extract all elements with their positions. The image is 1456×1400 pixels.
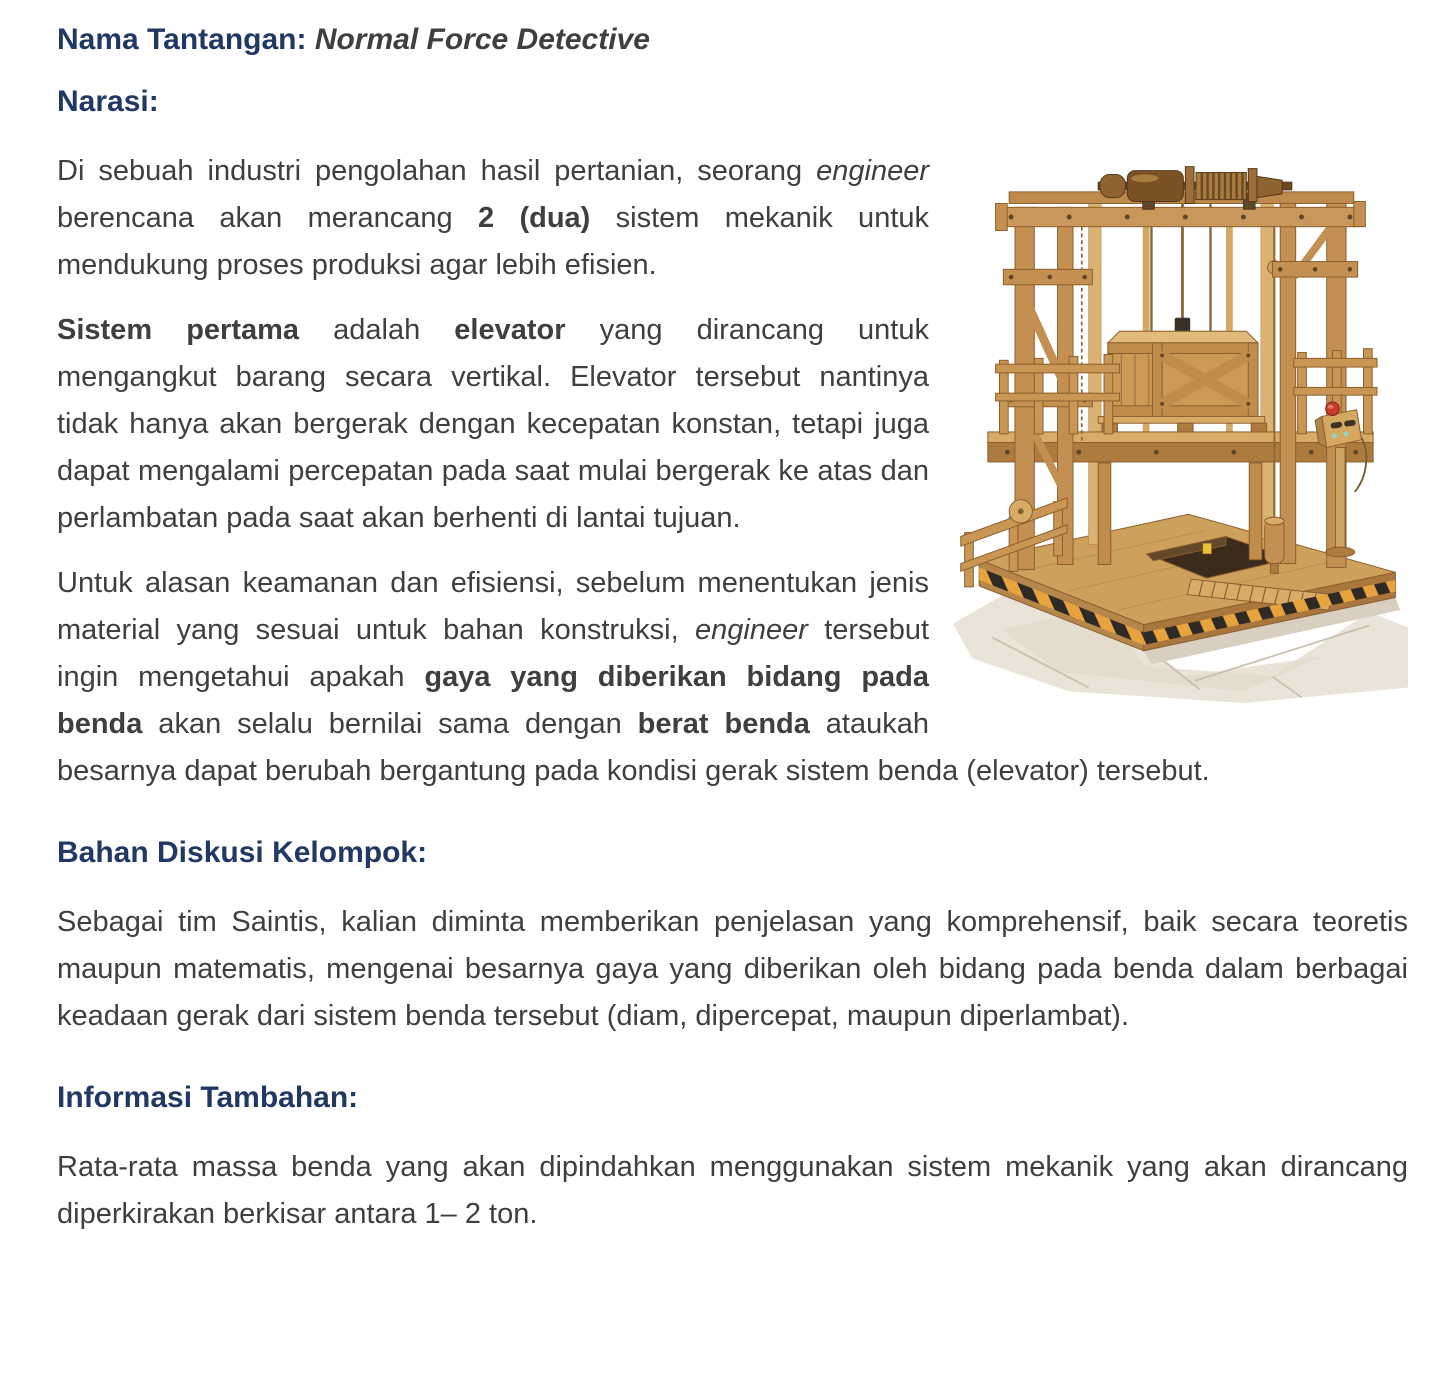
paragraph-sistem-pertama: Sistem pertama adalah elevator yang dirancang untuk mengangkut barang secara vertikal. Elevator tersebut nantinya tidak hanya akan bergerak dengan kecepatan konstan, tetapi juga dapat mengalami percepatan pada saat mulai bergerak ke atas dan perlambatan pada saat akan berhenti di lantai tujuan. [57, 314, 929, 534]
paragraph-untuk-alasan: Untuk alasan keamanan dan efisiensi, sebelum menentukan jenis material yang sesuai untuk bahan konstruksi, engineer tersebut ingin mengetahui apakah gaya yang diberikan bidang pada benda akan selalu bernilai sama dengan berat benda ataukah besarnya dapat berubah bergantung pada kondisi gerak sistem benda (elevator) tersebut. [57, 567, 1210, 787]
paragraph-sebagai-tim: Sebagai tim Saintis, kalian diminta memberikan penjelasan yang komprehensif, baik secara teoretis maupun matematis, mengenai besarnya gaya yang diberikan oleh bidang pada benda dalam berbagai keadaan gerak dari sistem benda tersebut (diam, dipercepat, maupun diperlambat). [57, 906, 1408, 1032]
bahan-diskusi-heading: Bahan Diskusi Kelompok: [57, 836, 428, 869]
challenge-title-value: Normal Force Detective [314, 23, 650, 56]
pallet [1098, 416, 1266, 431]
challenge-title-label: Nama Tantangan: [57, 23, 315, 56]
narasi-heading: Narasi: [57, 85, 159, 118]
emergency-button [1326, 402, 1340, 416]
control-pedestal [1315, 402, 1366, 557]
paragraph-industri: Di sebuah industri pengolahan hasil pertanian, seorang engineer berencana akan merancang 2 (dua) sistem mekanik untuk mendukung proses produksi agar lebih efisien. [57, 155, 930, 281]
page-title [57, 22, 1408, 58]
informasi-tambahan-heading: Informasi Tambahan: [57, 1081, 359, 1114]
wooden-elevator-illustration [953, 150, 1408, 710]
paragraph-rata-rata: Rata-rata massa benda yang akan dipindahkan menggunakan sistem mekanik yang akan dirancang diperkirakan berkisar antara 1– 2 ton. [57, 1151, 1408, 1230]
pulley-disc-hub [1018, 508, 1024, 514]
cargo-crate [1108, 331, 1258, 416]
